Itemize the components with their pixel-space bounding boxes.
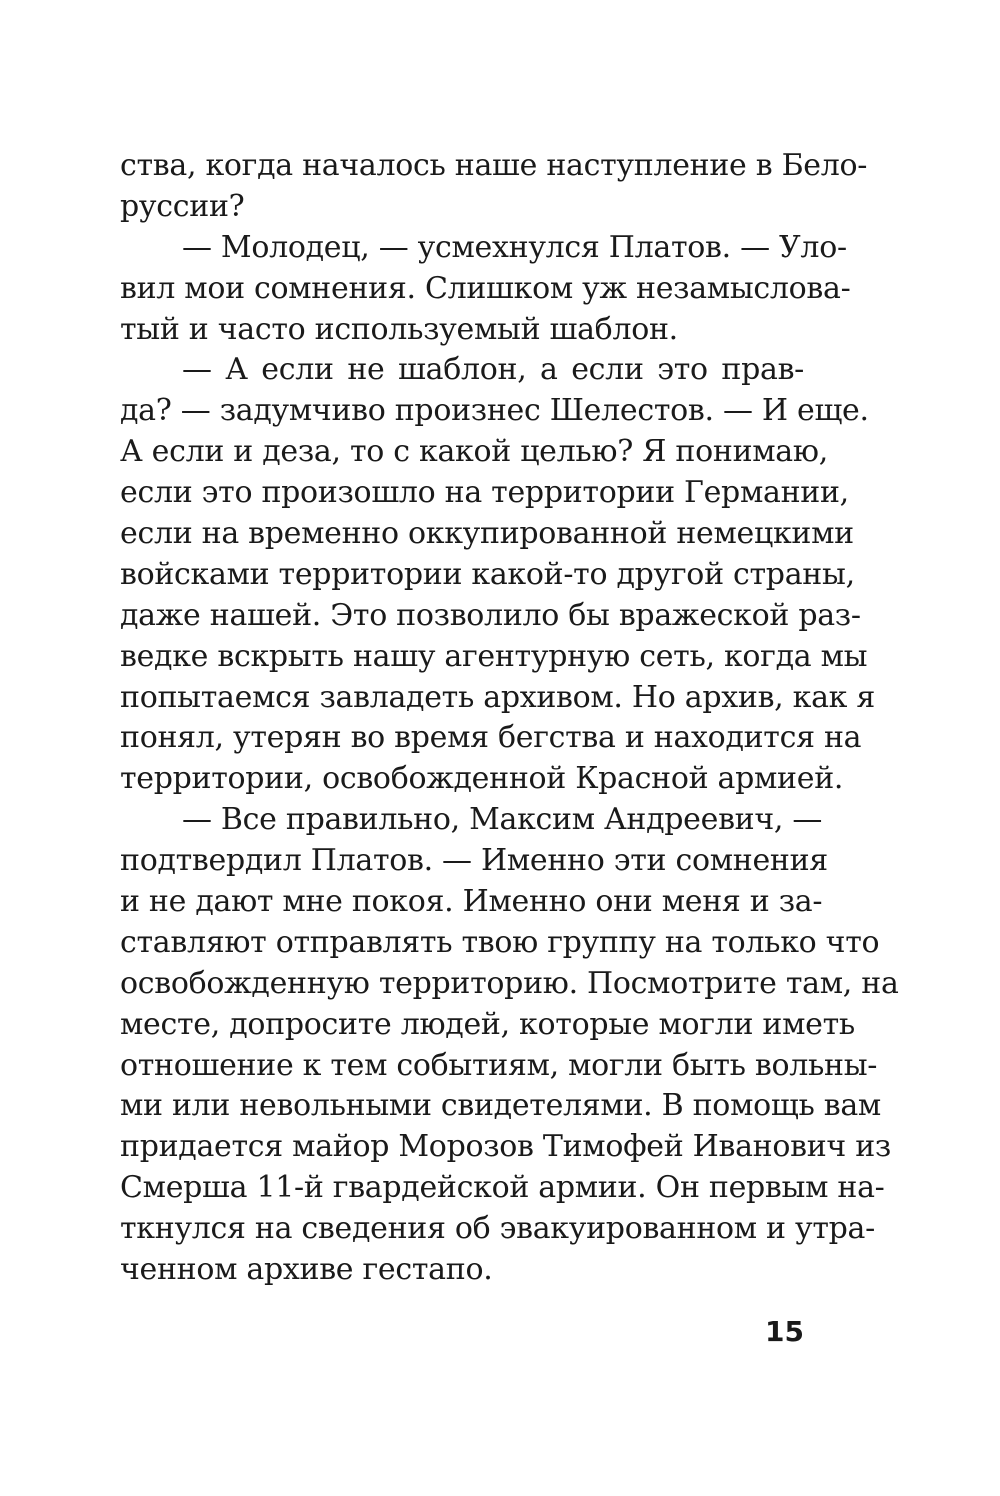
text-line: территории, освобожденной Красной армией. — [120, 761, 844, 797]
text-line: освобожденную территорию. Посмотрите там, на — [120, 965, 899, 1001]
text-line: и не дают мне покоя. Именно они меня и за- — [120, 884, 823, 920]
text-line: понял, утерян во время бегства и находится на — [120, 720, 862, 756]
body-text — [120, 146, 899, 1291]
text-line: ства, когда началось наше наступление в Бело- — [120, 148, 868, 183]
text-line: даже нашей. Это позволило бы вражеской раз- — [120, 597, 861, 633]
text-line: придается майор Морозов Тимофей Иванович из — [120, 1129, 891, 1165]
text-line: если на временно оккупированной немецкими — [120, 516, 854, 552]
text-line: тый и часто используемый шаблон. — [120, 311, 678, 347]
text-line: — А если не шаблон, а если это прав- — [182, 352, 804, 388]
text-line: ченном архиве гестапо. — [120, 1252, 493, 1288]
text-line: войсками территории какой-то другой страны, — [120, 556, 855, 592]
text-line: ведке вскрыть нашу агентурную сеть, когда мы — [120, 638, 868, 674]
page-number: 15 — [765, 1315, 804, 1348]
text-line: ми или невольными свидетелями. В помощь вам — [120, 1088, 881, 1124]
text-line: Смерша 11-й гвардейской армии. Он первым на- — [120, 1170, 885, 1206]
text-line: вил мои сомнения. Слишком уж незамыслова- — [120, 270, 851, 306]
text-line: — Все правильно, Максим Андреевич, — — [182, 802, 823, 838]
text-line: месте, допросите людей, которые могли иметь — [120, 1006, 855, 1042]
text-line: руссии? — [120, 188, 245, 224]
text-line: ставляют отправлять твою группу на только что — [120, 924, 880, 960]
text-line: да? — задумчиво произнес Шелестов. — И еще. — [120, 393, 869, 429]
text-line: ткнулся на сведения об эвакуированном и утра- — [120, 1211, 875, 1247]
text-line: подтвердил Платов. — Именно эти сомнения — [120, 843, 828, 879]
text-line: отношение к тем событиям, могли быть вольны- — [120, 1047, 878, 1083]
text-line: попытаемся завладеть архивом. Но архив, как я — [120, 679, 875, 715]
text-line: — Молодец, — усмехнулся Платов. — Уло- — [182, 229, 847, 265]
text-line: если это произошло на территории Германии, — [120, 475, 849, 511]
text-line: А если и деза, то с какой целью? Я понимаю, — [120, 434, 828, 470]
